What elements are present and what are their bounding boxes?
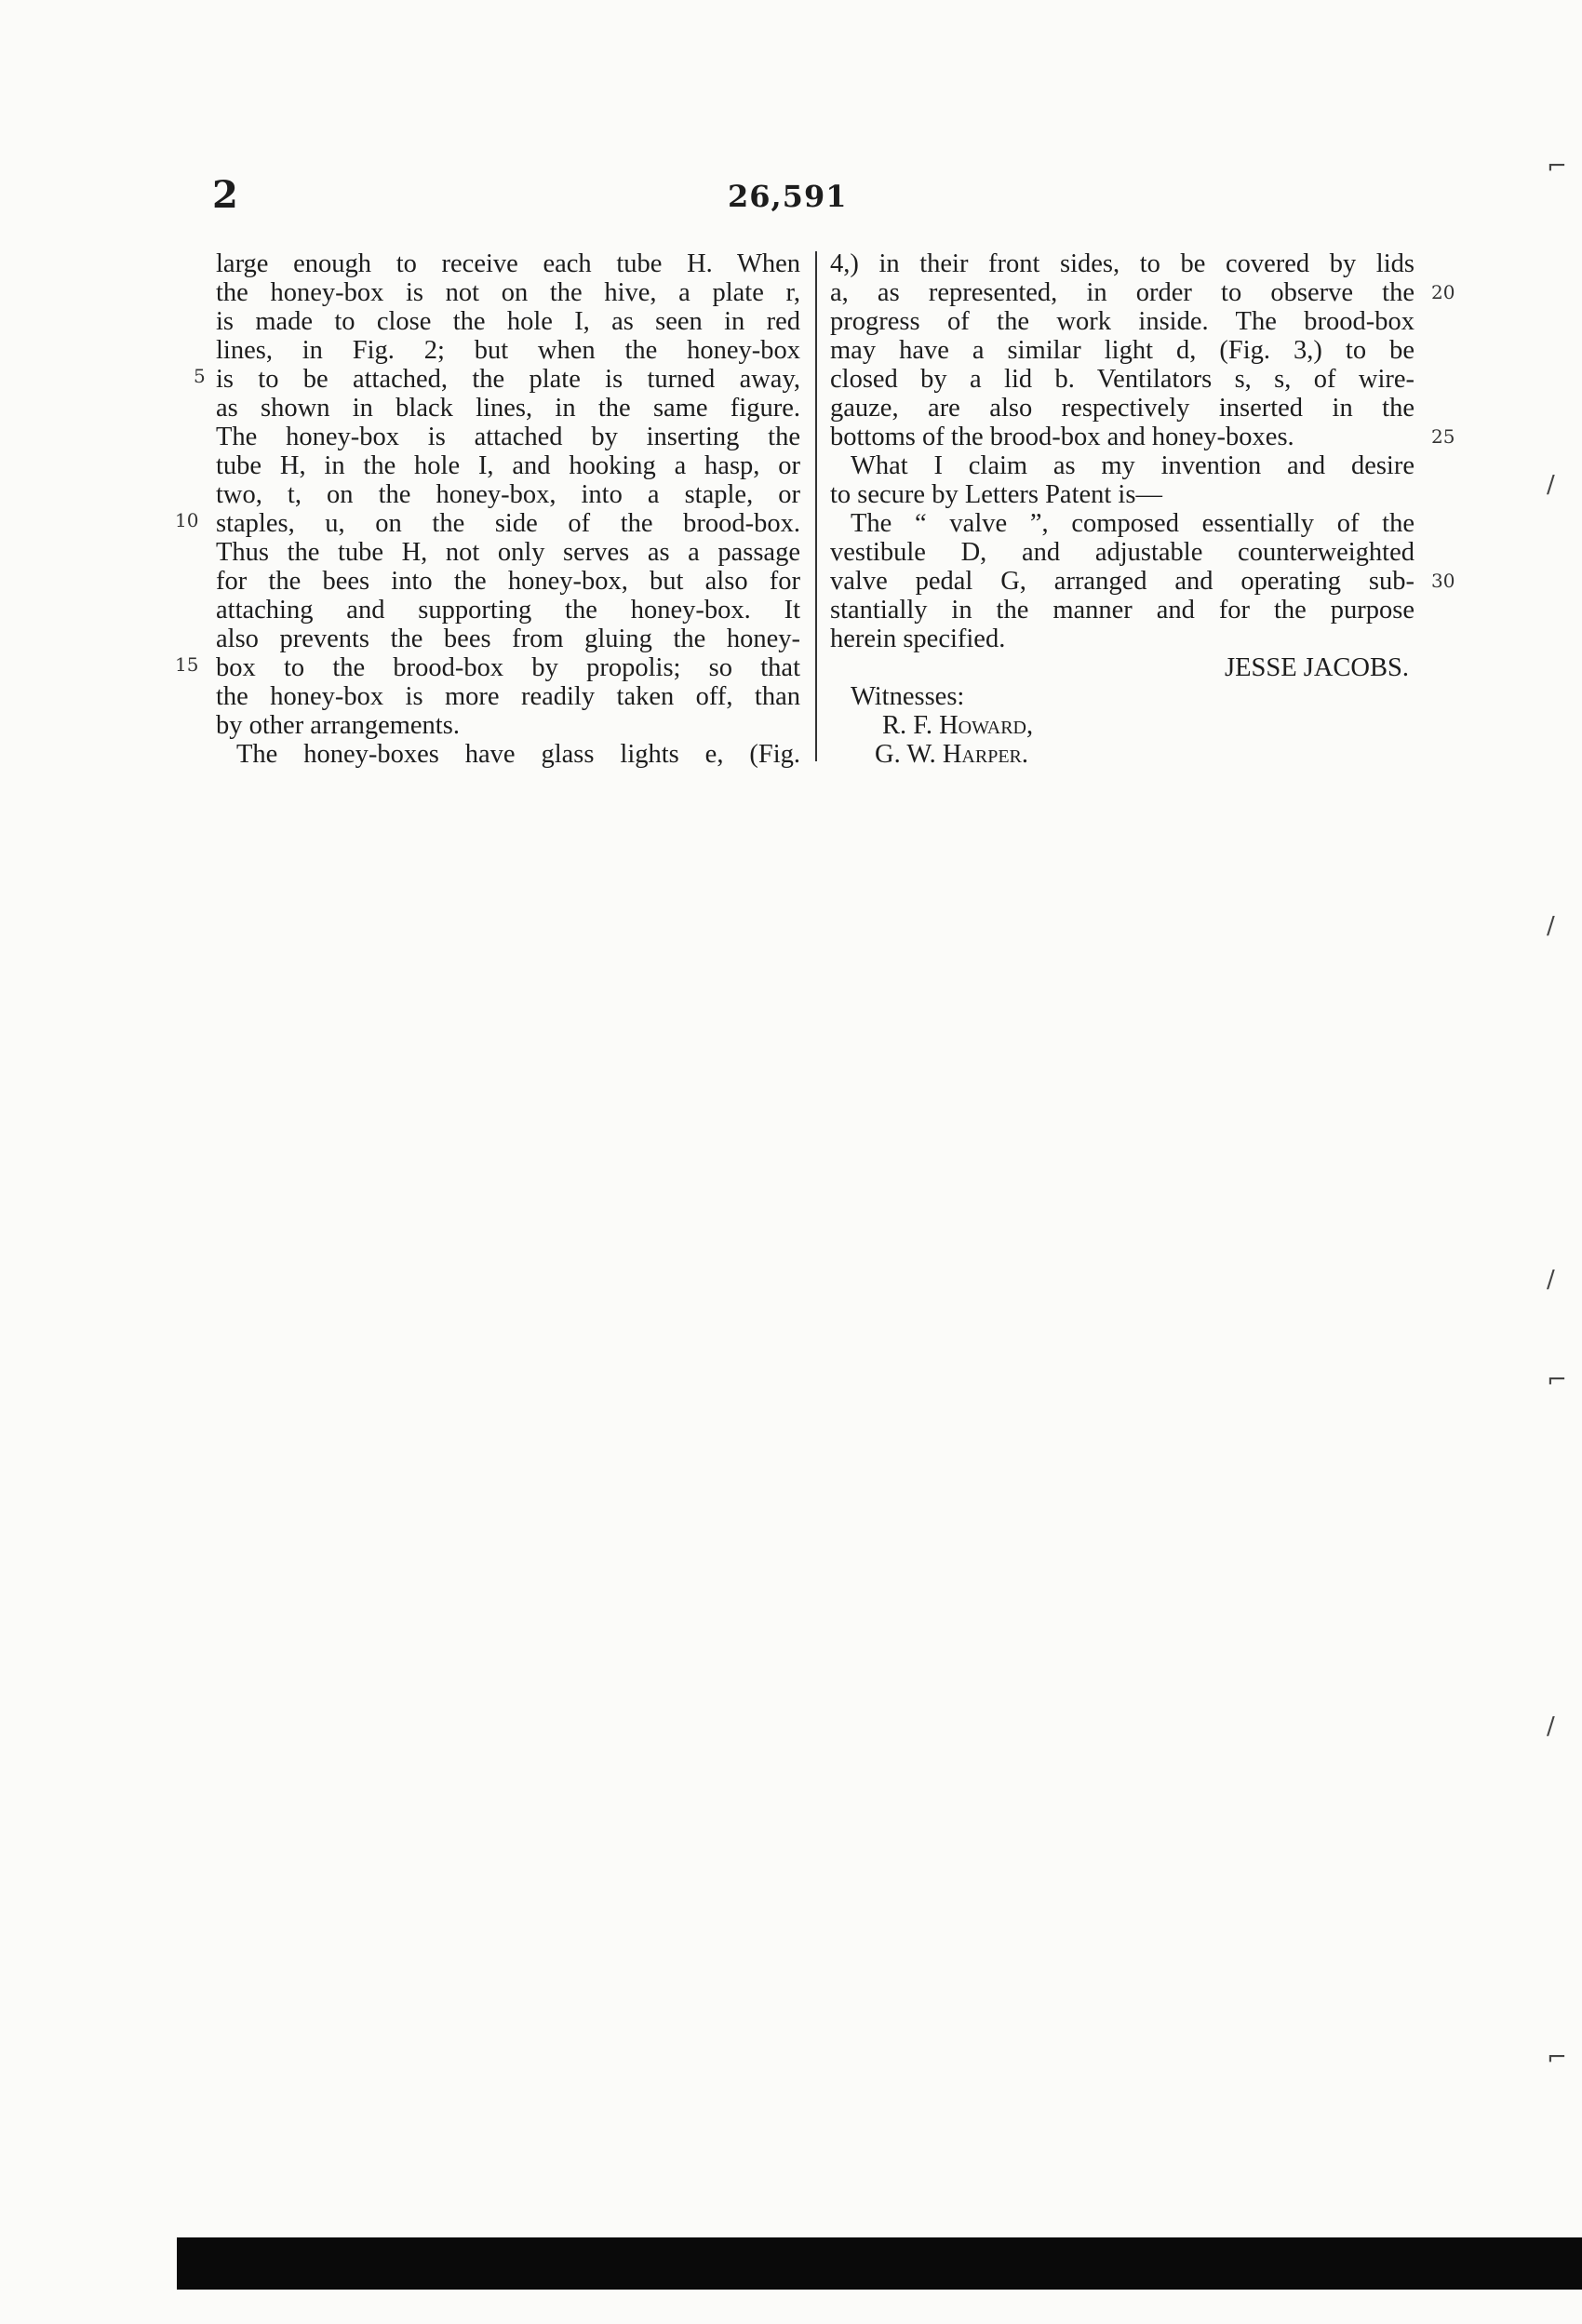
text-line: bottoms of the brood-box and honey-boxes. (830, 423, 1294, 451)
column-divider (815, 251, 817, 761)
right-column (830, 249, 1414, 769)
text-line: as shown in black lines, in the same figure. (216, 394, 800, 423)
text-line: lines, in Fig. 2; but when the honey-box (216, 336, 800, 365)
line-number: 20 (1431, 281, 1455, 303)
edge-mark: / (1547, 1713, 1555, 1740)
patent-number: 26,591 (728, 179, 848, 214)
text-line: 4,) in their front sides, to be covered by lids (830, 249, 1414, 278)
edge-mark: / (1547, 471, 1555, 499)
text-line: is made to close the hole I, as seen in red (216, 307, 800, 336)
text-line: vestibule D, and adjustable counterweighted (830, 538, 1414, 567)
witness-name: G. W. Harper. (875, 740, 1029, 769)
line-number: 25 (1431, 425, 1455, 448)
text-line: Thus the tube H, not only serves as a passage (216, 538, 800, 567)
signature: JESSE JACOBS. (1225, 653, 1409, 682)
text-line: may have a similar light d, (Fig. 3,) to be (830, 336, 1414, 365)
line-number: 5 (194, 365, 206, 387)
text-line: stantially in the manner and for the purpose (830, 596, 1414, 625)
text-line: by other arrangements. (216, 711, 460, 740)
witnesses-label: Witnesses: (851, 682, 965, 711)
text-line: large enough to receive each tube H. When (216, 249, 800, 278)
edge-mark: ⌐ (1547, 153, 1567, 181)
text-line: herein specified. (830, 625, 1006, 653)
line-number: 30 (1431, 570, 1455, 592)
edge-mark: / (1547, 1266, 1555, 1294)
page-number: 2 (212, 173, 238, 217)
text-line: also prevents the bees from gluing the honey- (216, 625, 800, 653)
edge-mark: / (1547, 912, 1555, 940)
text-line: The “ valve ”, composed essentially of the (851, 509, 1414, 538)
text-line: tube H, in the hole I, and hooking a hasp, or (216, 451, 800, 480)
line-number: 15 (175, 653, 199, 676)
witness-name: R. F. Howard, (882, 711, 1034, 740)
text-line: staples, u, on the side of the brood-box. (216, 509, 800, 538)
left-column (216, 249, 800, 769)
text-line: What I claim as my invention and desire (851, 451, 1414, 480)
text-line: a, as represented, in order to observe the (830, 278, 1414, 307)
scan-border-bar (177, 2237, 1582, 2290)
edge-mark: ⌐ (1547, 2044, 1567, 2072)
text-line: the honey-box is more readily taken off, than (216, 682, 800, 711)
text-line: gauze, are also respectively inserted in the (830, 394, 1414, 423)
text-line: progress of the work inside. The brood-box (830, 307, 1414, 336)
text-line: attaching and supporting the honey-box. It (216, 596, 800, 625)
line-number: 10 (175, 509, 199, 531)
text-line: box to the brood-box by propolis; so that (216, 653, 800, 682)
text-line: for the bees into the honey-box, but also for (216, 567, 800, 596)
text-line: The honey-box is attached by inserting the (216, 423, 800, 451)
edge-mark: ⌐ (1547, 1366, 1567, 1394)
text-line: The honey-boxes have glass lights e, (Fig. (236, 740, 800, 769)
text-line: closed by a lid b. Ventilators s, s, of wire- (830, 365, 1414, 394)
text-line: two, t, on the honey-box, into a staple, or (216, 480, 800, 509)
text-line: the honey-box is not on the hive, a plate r, (216, 278, 800, 307)
text-line: is to be attached, the plate is turned away, (216, 365, 800, 394)
text-line: to secure by Letters Patent is— (830, 480, 1162, 509)
text-line: valve pedal G, arranged and operating sub- (830, 567, 1414, 596)
